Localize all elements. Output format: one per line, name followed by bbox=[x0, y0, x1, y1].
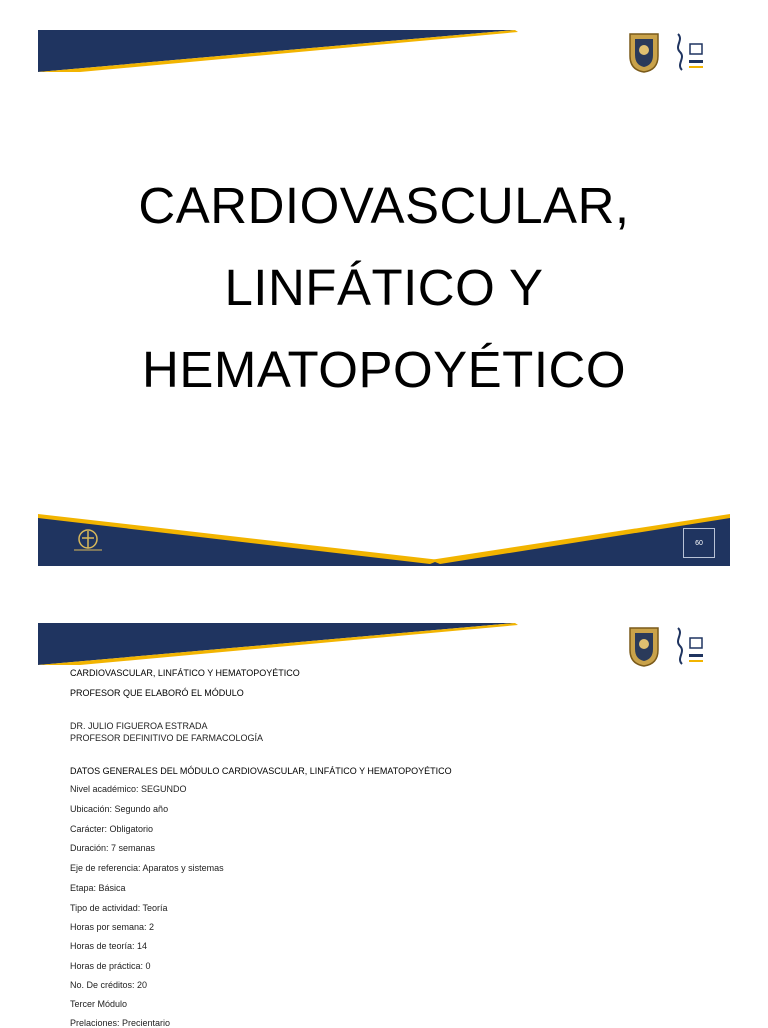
field-line: No. De créditos: 20 bbox=[70, 980, 148, 990]
cover-title-line: LINFÁTICO Y bbox=[224, 259, 544, 316]
field-line: Ubicación: Segundo año bbox=[70, 804, 169, 814]
field-line: Eje de referencia: Aparatos y sistemas bbox=[70, 863, 224, 873]
top-banner-page2 bbox=[0, 621, 560, 669]
field-line: Tipo de actividad: Teoría bbox=[70, 903, 168, 913]
module-title: CARDIOVASCULAR, LINFÁTICO Y HEMATOPOYÉTICO bbox=[70, 668, 300, 678]
field-line: Carácter: Obligatorio bbox=[70, 824, 154, 834]
general-data-heading: DATOS GENERALES DEL MÓDULO CARDIOVASCULAR, LINFÁTICO Y HEMATOPOYÉTICO bbox=[70, 766, 452, 776]
field-line: Prelaciones: Precientario bbox=[70, 1018, 171, 1028]
unam-crest-icon bbox=[624, 624, 664, 668]
cover-title-line: CARDIOVASCULAR, bbox=[138, 177, 630, 234]
field-line: Horas por semana: 2 bbox=[70, 922, 155, 932]
field-line: Nivel académico: SEGUNDO bbox=[70, 784, 187, 794]
author-heading: PROFESOR QUE ELABORÓ EL MÓDULO bbox=[70, 688, 244, 698]
fes-logo-icon bbox=[672, 624, 706, 668]
cover-title-line: HEMATOPOYÉTICO bbox=[141, 341, 626, 398]
field-line: Horas de práctica: 0 bbox=[70, 961, 151, 971]
unam-crest-icon bbox=[624, 30, 664, 74]
cover-title bbox=[0, 165, 768, 411]
field-line: Etapa: Básica bbox=[70, 883, 126, 893]
author-name: DR. JULIO FIGUEROA ESTRADA bbox=[70, 721, 208, 731]
bottom-banner-page1 bbox=[0, 512, 768, 566]
footer-emblem-icon bbox=[68, 526, 108, 556]
field-line: Duración: 7 semanas bbox=[70, 843, 156, 853]
field-line: Horas de teoría: 14 bbox=[70, 941, 148, 951]
top-banner-page1 bbox=[0, 28, 560, 76]
author-role: PROFESOR DEFINITIVO DE FARMACOLOGÍA bbox=[70, 733, 264, 743]
field-line: Tercer Módulo bbox=[70, 999, 128, 1009]
page-number: 60 bbox=[683, 528, 715, 558]
fes-logo-icon bbox=[672, 30, 706, 74]
